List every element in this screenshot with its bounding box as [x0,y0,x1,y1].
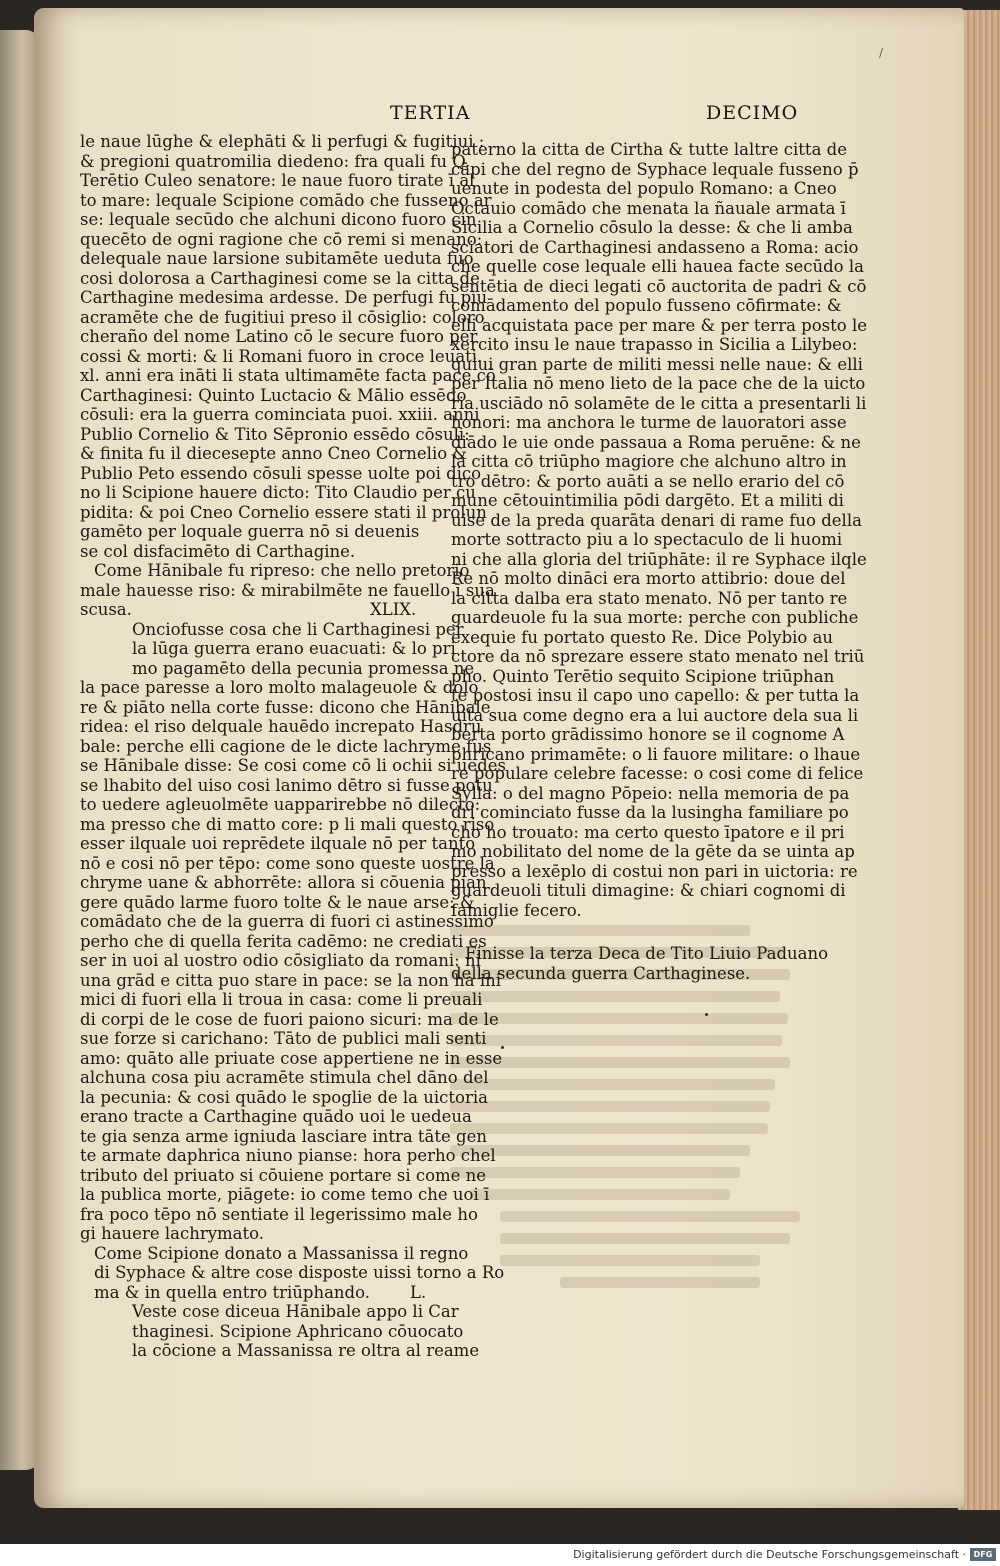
text-line: Carthagine medesima ardesse. De perfugi fu piu [80,288,488,307]
text-line: Re nō molto dināci era morto attibrio: doue del [451,569,846,588]
text-line: se col disfacimēto di Carthagine. [80,541,356,561]
text-line: ma presso che di matto core: p li mali questo riso [80,814,495,834]
text-line: la citta cō triūpho magiore che alchuno altro in [451,452,847,471]
text-line: se lhabito del uiso cosi lanimo dētro si fusse potu [80,775,493,795]
text-line: perho che di quella ferita cadēmo: ne crediati es [80,931,487,951]
chapter-number: XLIX. [370,600,417,619]
text-line: cheraño del nome Latino cō le secure fuoro per [80,327,478,346]
text-line: phricano primamēte: o li fauore militare: o lhaue [451,744,861,764]
text-line: to mare: lequale Scipione comādo che fusseno ar [80,190,492,210]
running-head-left: TERTIA [390,102,471,124]
text-line: pidita: & poi Cneo Cornelio essere stati il prolun [80,502,487,522]
text-line: comādato che de la guerra di fuori ci astinessimo [80,912,494,931]
chapter-number: L. [410,1282,427,1302]
text-line: mune cētouintimilia pōdi dargēto. Et a militi di [451,491,844,510]
text-line-indented: Veste cose diceua Hānibale appo li Car [132,1302,459,1321]
text-line: Terētio Culeo senatore: le naue fuoro tirate ī al [80,171,475,190]
text-line: la publica morte, piāgete: io come temo che uoi ī [80,1185,490,1204]
text-line: xercito insu le naue trapasso in Sicilia a Lilybeo: [451,335,858,354]
dfg-logo: DFG [970,1548,996,1561]
text-line: sentētia de dieci legati cō auctorita de padri & cō [451,276,867,296]
text-line: & pregioni quatromilia diedeno: fra quali fu Q. [80,151,471,171]
text-line: uenute in podesta del populo Romano: a Cneo [451,179,837,198]
text-line: diādo le uie onde passaua a Roma peruēne: & ne [451,432,861,452]
page-mark: / [879,46,884,60]
spacer [451,920,867,944]
text-line: la citta dalba era stato menato. Nō per tanto re [451,588,848,608]
text-line: Octauio comādo che menata la ñauale armata ī [451,198,846,218]
text-line: se Hānibale disse: Se cosi come cō li ochii si uedes [80,756,506,775]
text-column-left [80,132,506,1361]
text-line: exequie fu portato questo Re. Dice Polybio au [451,627,834,647]
text-line: uise de la preda quarāta denari di rame fuo della [451,510,862,530]
text-line-indented: thaginesi. Scipione Aphricano cōuocato [132,1321,464,1341]
text-line: elli acquistata pace per mare & per terra posto le [451,315,867,335]
text-line: ni che alla gloria del triūphāte: il re Syphace ilqle [451,549,867,569]
text-line: ridea: el riso delquale hauēdo increpato Hasdru [80,717,482,736]
colophon-line: della secunda guerra Carthaginese. [451,963,751,983]
text-line-indented: mo pagamēto della pecunia promessa ne [132,658,475,678]
chapter-heading-line: di Syphace & altre cose disposte uissi torno a Ro [94,1263,505,1282]
text-line: cōsuli: era la guerra cominciata puoi. xxiii. anni [80,405,480,424]
text-line: esser ilquale uoi reprēdete ilquale nō per tanto [80,834,476,853]
text-line: bale: perche elli cagione de le dicte lachryme fus [80,736,492,756]
text-column-right [451,140,867,983]
text-line: gere quādo larme fuoro tolte & le naue arse: & [80,892,475,912]
text-line: Publio Cornelio & Tito Sēpronio essēdo cōsuli: [80,424,470,444]
text-line: fra poco tēpo nō sentiate il legerissimo male ho [80,1204,478,1224]
text-line: amo: quāto alle priuate cose appertiene ne in esse [80,1048,503,1068]
text-line: mo nobilitato del nome de la gēte da se uinta ap [451,842,855,861]
text-line: che quelle cose lequale elli hauea facte secūdo la [451,257,864,276]
digitization-footer [0,1544,1000,1566]
text-line: paterno la citta de Cirtha & tutte laltre citta de [451,140,847,159]
text-line: sue forze si carichano: Tāto de publici mali senti [80,1029,487,1048]
text-line: le naue lūghe & elephāti & li perfugi & fugitiui : [80,132,485,151]
text-line: cho ho trouato: ma certo questo īpatore e il pri [451,822,845,842]
text-line: guardeuoli tituli dimagine: & chiari cognomi di [451,881,846,900]
text-line: una grād e citta puo stare in pace: se la non ha ini [80,970,502,990]
text-line: gamēto per loquale guerra nō si deuenis [80,522,420,541]
text-line: di corpi de le cose de fuori paiono sicuri: ma de le [80,1009,499,1029]
text-line: acramēte che de fugitiui preso il cōsiglio: coloro [80,307,485,327]
text-line: berta porto grādissimo honore se il cognome A [451,725,845,744]
text-line: te gia senza arme igniuda lasciare intra tāte gen [80,1126,487,1146]
text-line: re & piāto nella corte fusse: dicono che Hānibale [80,697,491,717]
text-line: se: lequale secūdo che alchuni dicono fuoro cin [80,210,477,229]
text-line: Publio Peto essendo cōsuli spesse uolte poi dico [80,463,482,483]
chapter-heading-tail: scusa. [80,600,132,619]
text-line: gi hauere lachrymato. [80,1224,265,1243]
text-line: presso a lexēplo di costui non pari in uictoria: re [451,861,858,881]
text-line: Sicilia a Cornelio cōsulo la desse: & che li amba [451,218,853,237]
text-line: no li Scipione hauere dicto: Tito Claudio per cu [80,483,476,502]
text-line: uita sua come degno era a lui auctore dela sua li [451,705,859,725]
text-line: xl. anni era ināti li stata ultimamēte facta pace cō [80,366,496,385]
text-line: tributo del priuato si cōuiene portare si come ne [80,1165,487,1185]
text-line: ctore da nō sprezare essere stato menato nel triū [451,647,865,666]
text-line: Sylla: o del magno Pōpeio: nella memoria de pa [451,783,850,803]
text-line: quecēto de ogni ragione che cō remi si menano: [80,229,483,249]
text-line: tro dētro: & porto auāti a se nello erario del cō [451,471,845,491]
running-head-right: DECIMO [706,102,799,124]
text-line-indented: la cōcione a Massanissa re oltra al reame [132,1341,480,1360]
text-line: cosi dolorosa a Carthaginesi come se la citta de [80,268,480,288]
text-line: morte sottracto piu a lo spectaculo de li huomi [451,530,843,549]
text-line: la pecunia: & cosi quādo le spoglie de la uictoria [80,1087,488,1107]
text-line: erano tracte a Carthagine quādo uoi le uedeua [80,1107,472,1126]
text-line: alchuna cosa piu acramēte stimula chel dāno del [80,1068,489,1087]
text-line: quiui gran parte de militi messi nelle naue: & elli [451,354,863,374]
chapter-heading-line [80,1283,506,1303]
text-line: cāpi che del regno de Syphace lequale fusseno p̄ [451,159,859,179]
text-line: per Italia nō meno lieto de la pace che de la uicto [451,374,866,393]
text-line: & finita fu il diecesepte anno Cneo Cornelio & [80,444,468,463]
text-line: te postosi insu il capo uno capello: & per tutta la [451,686,860,705]
text-line: Carthaginesi: Quinto Luctacio & Mālio essēdo [80,385,467,405]
chapter-heading-line: Come Scipione donato a Massanissa il regno [94,1243,469,1263]
text-line: sciatori de Carthaginesi andasseno a Roma: acio [451,237,859,257]
text-line: la pace paresse a loro molto malageuole & dolo [80,678,479,697]
text-line: famiglie fecero. [451,900,582,920]
chapter-heading-line: male hauesse riso: & mirabilmēte ne fauello ī sua [80,580,495,600]
text-line: delequale naue larsione subitamēte ueduta fuo [80,249,474,268]
text-line-indented: Onciofusse cosa che li Carthaginesi per [132,619,464,639]
text-line: chryme uane & abhorrēte: allora si cōuenia pian [80,873,487,892]
colophon-line: Finisse la terza Deca de Tito Liuio Paduano [465,944,829,963]
page-stack-edges [958,10,1000,1510]
text-line-indented: la lūga guerra erano euacuati: & lo pri [132,639,456,658]
text-line: guardeuole fu la sua morte: perche con publiche [451,608,859,627]
text-line: ria usciādo nō solamēte de le citta a presentarli li [451,393,867,413]
text-line: re populare celebre facesse: o cosi come di felice [451,764,864,783]
text-line: pho. Quinto Terētio sequito Scipione triūphan [451,666,835,686]
funding-credit: Digitalisierung gefördert durch die Deutsche Forschungsgemeinschaft · [573,1548,966,1561]
text-line: to uedere agleuolmēte uapparirebbe nō dilecto: [80,795,481,814]
chapter-heading-line [80,600,506,620]
chapter-heading-line: Come Hānibale fu ripreso: che nello pretorio [94,561,470,580]
text-line: comādamento del populo fusseno cōfirmate: & [451,296,842,315]
text-line: te armate daphrica niuno pianse: hora perho chel [80,1146,496,1165]
text-line: nō e cosi nō per tēpo: come sono queste uostre la [80,853,495,873]
ink-speck [705,1013,708,1016]
text-line: honori: ma anchora le turme de lauoratori asse [451,413,847,432]
text-line: dri cominciato fusse da la lusingha familiare po [451,803,849,822]
text-line: ser in uoi al uostro odio cōsigliato da romani: ni [80,951,481,970]
text-line: mici di fuori ella li troua in casa: come li preuali [80,990,483,1009]
chapter-heading-tail: ma & in quella entro triūphando. [94,1282,371,1302]
text-line: cossi & morti: & li Romani fuoro in croce leuati. [80,346,483,366]
